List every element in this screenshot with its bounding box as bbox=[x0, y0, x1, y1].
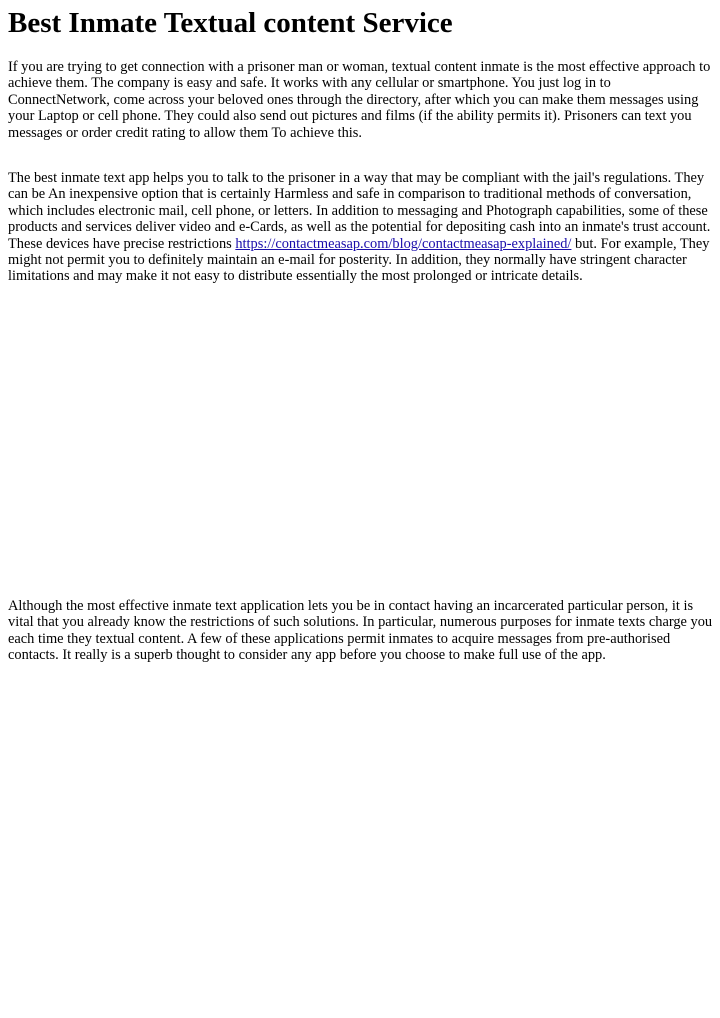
paragraph-text-after-link: but. For example, They might not permit you to definitely maintain an e-mail for posterity. In addition, they normally have stringent character limitations and may make it not easy to distribute essentially the most prolonged or intricate details. bbox=[8, 235, 710, 285]
paragraph-app-overview bbox=[8, 170, 714, 285]
paragraph-text-before-link: The best inmate text app helps you to talk to the prisoner in a way that may be compliant with the jail's regulations. They can be An inexpensive option that is certainly Harmless and safe in comparison to traditional methods of conversation, which includes electronic mail, cell phone, or letters. In addition to messaging and Photograph capabilities, some of these products and services deliver video and e-Cards, as well as the potential for depositing cash into an inmate's trust account. These devices have precise restrictions bbox=[8, 170, 711, 252]
page-title: Best Inmate Textual content Service bbox=[8, 7, 453, 39]
contactmeasap-link[interactable]: https://contactmeasap.com/blog/contactmeasap-explained/ bbox=[235, 235, 572, 252]
paragraph-intro: If you are trying to get connection with a prisoner man or woman, textual content inmate is the most effective approach to achieve them. The company is easy and safe. It works with any cellular or smartphone. You just log in to ConnectNetwork, come across your beloved ones through the directory, after which you can make them messages using your Laptop or cell phone. They could also send out pictures and films (if the ability permits it). Prisoners can text you messages or order credit rating to allow them To achieve this. bbox=[8, 59, 711, 141]
paragraph-restrictions: Although the most effective inmate text application lets you be in contact having an incarcerated particular person, it is vital that you already know the restrictions of such solutions. In particular, numerous purposes for inmate texts charge you each time they textual content. A few of these applications permit inmates to acquire messages from pre-authorised contacts. It really is a superb thought to consider any app before you choose to make full use of the app. bbox=[8, 598, 713, 664]
